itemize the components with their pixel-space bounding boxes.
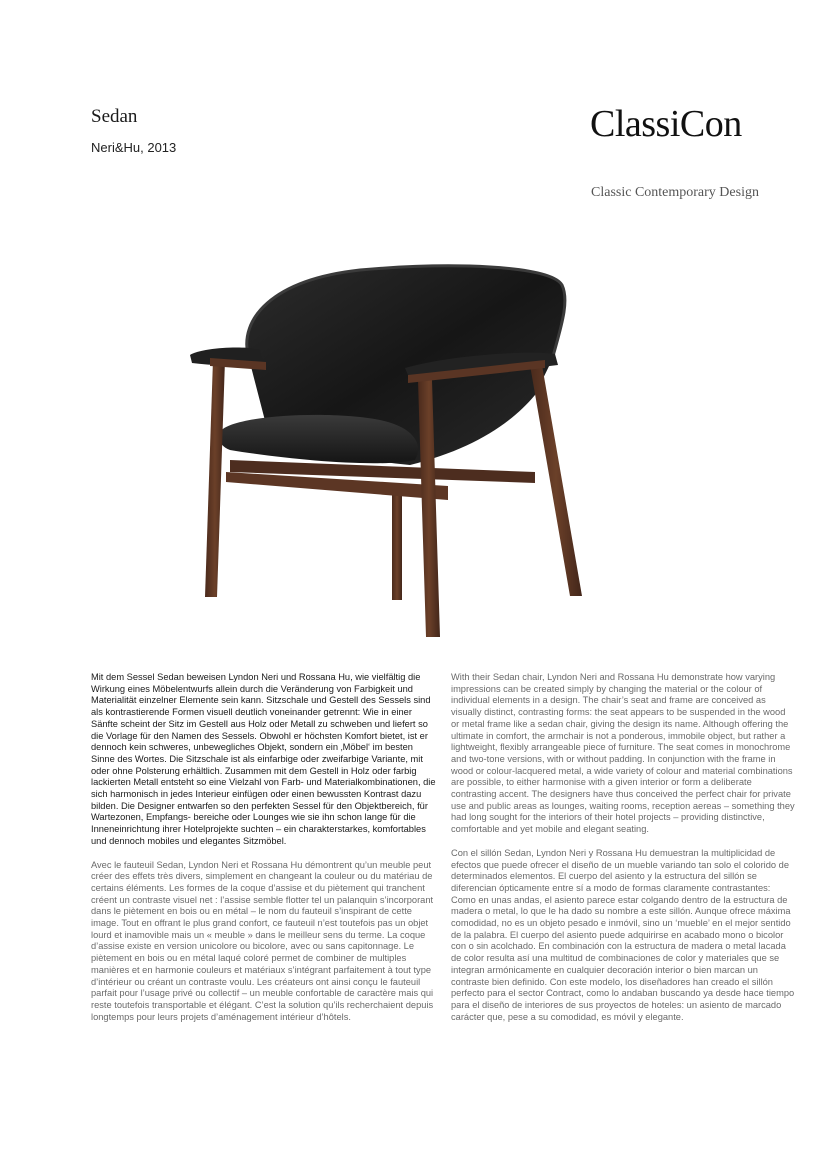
back-left-leg [392,488,402,600]
spanish-description: Con el sillón Sedan, Lyndon Neri y Rossana Hu demuestran la multiplicidad de efectos que puede ofrecer el diseño de un mueble variando tan solo el colorido de determinados elementos. El cuerpo del asiento y la estructura del sillón se diferencian ópticamente entre sí a modo de formas claramente contrastantes: Como en unas andas, el asiento parece estar colgando dentro de la estructura de madera o metal, lo que le ha dado su nombre a este sillón. Aunque ofrece máxima comodidad, no es un objeto pesado e inmóvil, sino un ‘mueble’ en el mejor sentido de la palabra. El cuerpo del asiento puede adquirirse en acabado mono o bicolor con o sin acolchado. En combinación con la estructura de madera o metal lacada de color resulta así una multitud de combinaciones de color y materiales que se integran armónicamente en cualquier decoración interior o bien marcan un contraste bien definido. Con este modelo, los diseñadores han creado el sillón perfecto para el sector Contract, como lo andaban buscando ya desde hace tiempo para el diseño de interiores de sus proyectos de hoteles: un asiento de marcado carácter que, pese a su comodidad, es móvil y elegante. [451,847,795,1022]
chair-photo [30,210,796,660]
product-title: Sedan [91,106,138,127]
english-description: With their Sedan chair, Lyndon Neri and Rossana Hu demonstrate how varying impressions can be created simply by changing the material or the colour of individual elements in a design. The chair’s seat and frame are conceived as visually distinct, contrasting forms: the seat appears to be suspended in the wood or metal frame like a sedan chair, giving the design its name. Although offering the ultimate in comfort, the armchair is not a ponderous, immobile object, but rather a lightweight, flexibly arrangeable piece of furniture. The seat comes in monochrome and two-tone versions, with or without padding. In conjunction with the frame in wood or colour-lacquered metal, a wide variety of colour and material combinations are possible, to either harmonise with a given interior or form a deliberate contrasting accent. The designers have thus conceived the perfect chair for private use and public areas as lounges, waiting rooms, reception aereas – something they had long sought for the interiors of their hotel projects – providing distinctive, comfortable and yet mobile and elegant seating. [451,672,795,835]
chair-illustration [30,210,796,660]
french-description: Avec le fauteuil Sedan, Lyndon Neri et Rossana Hu démontrent qu’un meuble peut créer des effets très divers, simplement en changeant la couleur ou du matériau de certains éléments. Les formes de la coque d’assise et du piètement qui tranchent créent un contraste visuel net : l’assise semble flotter tel un palanquin s’incorporant dans le piètement en bois ou en métal – le nom du fauteuil s’inspirant de cette image. Tout en offrant le plus grand confort, ce fauteuil n’est toutefois pas un objet lourd et inamovible mais un « meuble » dans le meilleur sens du terme. La coque d’assise existe en version unicolore ou bicolore, avec ou sans capitonnage. Le piètement en bois ou en métal laqué coloré permet de combiner de multiples manières et en harmonie couleurs et matériaux s’intégrant parfaitement à tout type d’intérieur ou créant un contraste voulu. Les créateurs ont ainsi conçu le fauteuil parfait pour l’usage privé ou collectif – un meuble confortable de caractère mais qui reste toutefois transportable et élégant. C’est la solution qu’ils recherchaient depuis longtemps pour leurs projets d’aménagement intérieur d’hôtels. [91,859,434,1022]
back-right-leg [530,365,582,596]
front-left-leg [205,360,225,597]
seat-cushion [218,415,418,463]
brand-tagline: Classic Contemporary Design [591,185,759,200]
german-description: Mit dem Sessel Sedan beweisen Lyndon Neri und Rossana Hu, wie vielfältig die Wirkung eines Möbelentwurfs allein durch die Veränderung von Farbigkeit und Materialität einzelner Elemente sein kann. Sitzschale und Gestell des Sessels sind als kontrastierende Formen visuell deutlich voneinander getrennt: Wie in einer Sänfte scheint der Sitz im Gestell aus Holz oder Metall zu schweben und liefert so die Vorlage für den Namen des Sessels. Obwohl er höchsten Komfort bietet, ist er dennoch kein schweres, unbewegliches Objekt, sondern ein ‚Möbel‘ im besten Sinne des Wortes. Die Sitzschale ist als einfarbige oder zweifarbige Variante, mit oder ohne Polsterung erhältlich. Zusammen mit dem Gestell in Holz oder farbig lackierten Metall entsteht so eine Vielzahl von Farb- und Materialkombinationen, die sich harmonisch in jedes Interieur einfügen oder einen bewussten Kontrast dazu bilden. Die Designer entwarfen so den perfekten Sessel für den Objektbereich, für Wartezonen, Empfangs- bereiche oder Lounges wie sie ihn schon lange für die Inneneinrichtung ihrer Hotelprojekte suchten – ein charakterstarkes, komfortables und dennoch mobiles und elegantes Sitzmöbel. [91,672,436,846]
designer-year: Neri&Hu, 2013 [91,140,177,155]
brand-logo: ClassiCon [590,103,742,145]
left-column [91,672,436,1035]
right-column [451,672,796,1035]
